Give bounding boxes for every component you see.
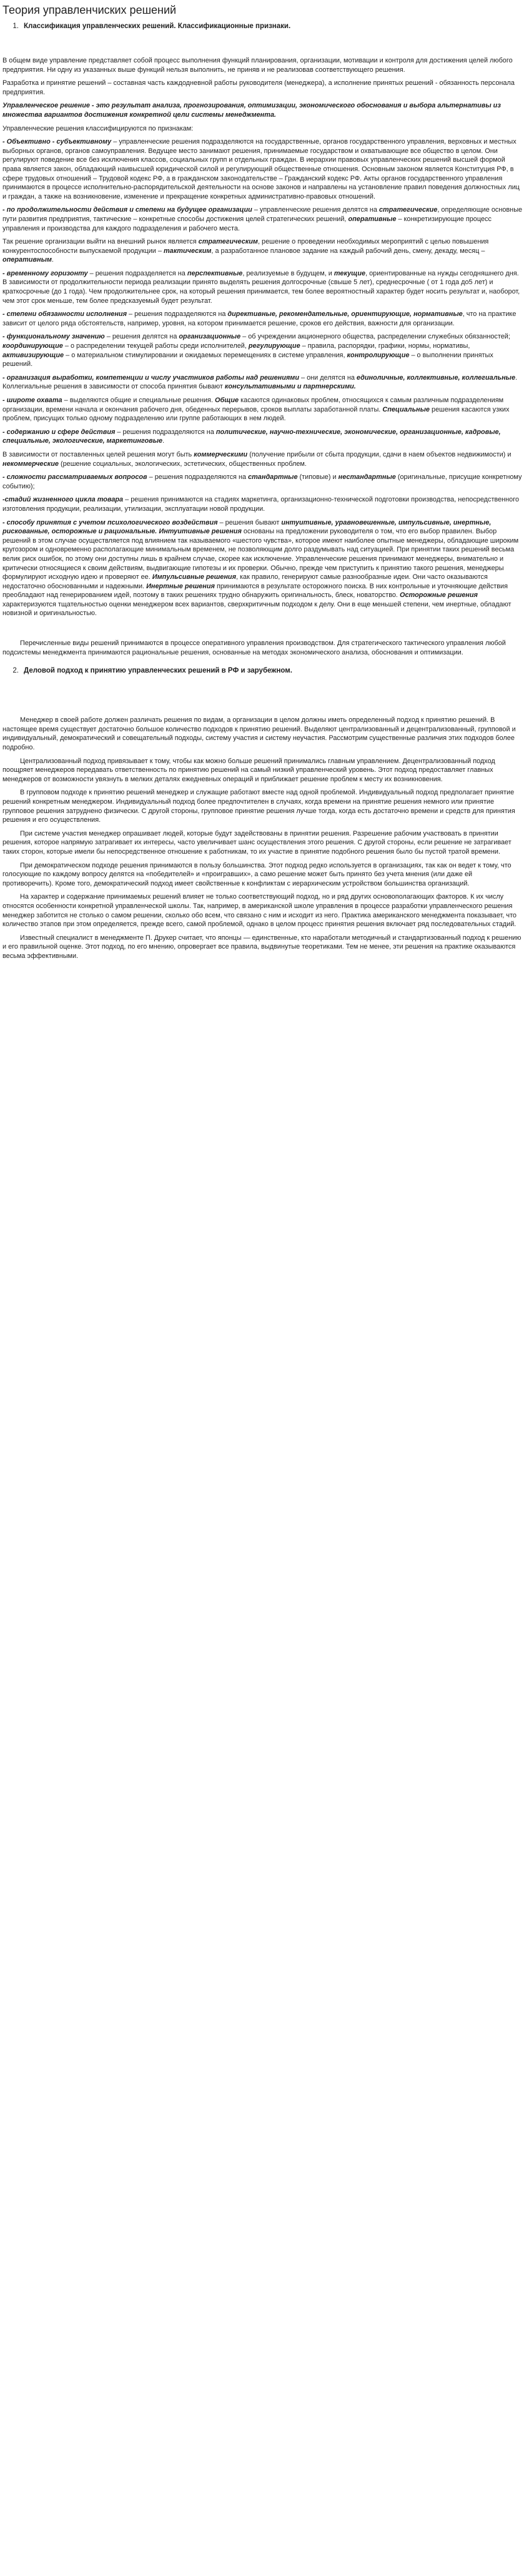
paragraph-text: – решения делятся на <box>104 333 179 341</box>
body-paragraph <box>2 861 523 889</box>
paragraph-text: принимаются в результате осторожного поиска. В них контрольные и уточняющие действия преобладают над генерированием идей, поэтому в таких решениях трудно обнаружить оригинальность, блеск, новаторство. <box>2 582 508 600</box>
body-paragraph <box>2 788 523 824</box>
spacer <box>2 682 523 716</box>
paragraph-text: Перечисленные виды решений принимаются в процессе оперативного управления производством. Для стратегического тактического управления любой подсистемы менеджмента принимаются рациональные решения, основанные на методах экономического анализа, обоснования и оптимизации. <box>2 639 506 656</box>
paragraph-text: . <box>51 256 54 264</box>
emphasis-text: - по продолжительности действия и степени на будущее организации <box>2 206 252 214</box>
emphasis-text: - временному горизонту <box>2 269 88 277</box>
paragraph-text: касаются одинаковых проблем, относящихся к самым различным подразделениям организации, времени начала и окончания рабочего дня, обеденных перерывов, сроков выплаты заработанной платы. <box>2 397 504 413</box>
paragraph-text: , реализуемые в будущем, и <box>242 269 334 277</box>
paragraph-text: решения касаются узких проблем, присущих только одному подразделению или группе работающих в нем людей. <box>2 405 510 423</box>
paragraph-text: При демократическом подходе решения принимаются в пользу большинства. Этот подход редко используется в организациях, так как он ведет к тому, что голосующие по каждому вопросу делятся на «победителей» и «проигравших», а само решение может быть принято без учета мнения (или даже ей противоречить). Кроме того, демократический подход имеет свойственные к конфликтам с иерархическим устройством большинства организаций. <box>2 861 512 887</box>
paragraph-text: – выделяются общие и специальные решения. <box>62 397 215 404</box>
paragraph-text: В общем виде управление представляет собой процесс выполнения функций планирования, организации, мотивации и контроля для достижения целей любого предприятия. Ни одну из указанных выше функций нельзя выполнить, не приняв и не реализовав соответствующего решения. <box>2 57 513 74</box>
body-paragraph <box>2 332 523 368</box>
paragraph-text: – решения подразделяются на <box>127 310 228 318</box>
emphasis-text: активизирующие <box>2 351 64 359</box>
section-title: Деловой подход к принятию управленческих решений в РФ и зарубежном. <box>24 667 292 675</box>
paragraph-text: – решения принимаются на стадиях маркетинга, организационно-технической подготовки производства, непосредственного изготовления продукции, реализации, утилизации, эксплуатации новой продукции. <box>2 496 520 513</box>
paragraph-text: – управленческие решения подразделяются на государственные, органов государственного управления, верховных и местных выборных органов, органов самоуправления. Ведущее место занимают решения, принимаемые государством и охватывающие все общество в целом. Они регулируют поведение все без исключения классов, социальных групп и отдельных граждан. В иерархии правовых управленческих решений высшей формой права является закон, обладающий наивысшей юридической силой и регулирующий общественные отношения. Основным законом является Конституция РФ, в сфере трудовых отношений – Трудовой кодекс РФ, а в гражданском законодательстве – Гражданский кодекс РФ. Акты органов государственного управления принимаются в процессе исполнительно-распорядительской деятельности на основе законов и направлены на установление правил поведения должностных лиц и граждан, а также на возникновение, изменение и прекращение конкретных административно-правовых отношений. <box>2 138 520 200</box>
paragraph-text: Разработка и принятие решений – составная часть каждодневной работы руководителя (менеджера), а исполнение принятых решений - обязанность персонала предприятия. <box>2 79 515 96</box>
paragraph-text: Менеджер в своей работе должен различать решения по видам, а организации в целом должны иметь определенный подход к принятию решений. В настоящее время существует достаточно большое количество подходов к принятию решений. Выделяют централизованный и децентрализованный, групповой и индивидуальный, демократический и совещательный подходы, систему участия и систему неучастия. Рассмотрим существенные различия этих подходов более подробно. <box>2 716 516 752</box>
paragraph-text: характеризуются тщательностью оценки менеджером всех вариантов, сверхкритичным подходом к делу. Они в еще меньшей степени, чем инертные, обладают новизной и оригинальностью. <box>2 600 512 618</box>
emphasis-text: Общие <box>215 397 239 404</box>
emphasis-text: контролирующие <box>347 351 410 359</box>
paragraph-text: (решение социальных, экологических, эстетических, общественных проблем. <box>58 460 307 468</box>
emphasis-text: стратегическим <box>198 238 258 246</box>
emphasis-text: координирующие <box>2 342 63 350</box>
section-number: 2. <box>12 667 19 675</box>
emphasis-text: - способу принятия с учетом психологического воздействия <box>2 518 218 526</box>
emphasis-text: политические, научно-технические, экономические, организационные, кадровые, специальные, экологические, маркетинговые <box>2 428 501 445</box>
body-paragraph <box>2 428 523 446</box>
emphasis-text: коммерческими <box>194 450 248 458</box>
section-title: Классификация управленческих решений. Классификационные признаки. <box>24 22 291 30</box>
emphasis-text: организационные <box>179 333 241 341</box>
paragraph-text: – об учреждении акционерного общества, распределении служебных обязанностей; <box>240 333 510 341</box>
emphasis-text: стратегические <box>379 206 438 214</box>
body-paragraph <box>2 829 523 857</box>
paragraph-text: основаны на предложении руководителя о том, что его выбор правилен. Выбор решений в этом случае осуществляется под влиянием так называемого «шестого чувства», которое имеют наиболее опытные менеджеры, обладающие широким кругозором и одновременно располагающие минимальным временем, не позволяющим долго раздумывать над ситуацией. При принятии таких решений весьма велик риск ошибок, по этому они доступны лишь в крайнем случае, скорее как исключение. Управленческие решения принимают менеджеры, внимательно и критически относящиеся к своим действиям, выдвигающие гипотезы и их проверки. Обычно, прежде чем приступить к принятию такого решения, менеджеры формулируют исходную идею и проверяют ее. <box>2 528 519 581</box>
emphasis-text: регулирующие <box>248 342 300 350</box>
spacer <box>2 37 523 56</box>
emphasis-text: текущие <box>334 269 366 277</box>
paragraph-text: , как правило, генерируют самые разнообразные идеи. Они часто оказываются недостаточно обоснованными и надежными. <box>2 573 488 590</box>
paragraph-text: – решения подразделяется на <box>87 269 187 277</box>
paragraph-text: На характер и содержание принимаемых решений влияет не только соответствующий подход, но и ряд других основополагающих факторов. К их числу относятся особенности конкретной управленческой школы. Так, например, в американской школе управления в процессе разработки управленческого решения менеджер заботится не столько о самом решении, сколько обо всем, что связано с ним и исходит из него. Практика американского менеджмента показывает, что количество этапов при этом определяется, прежде всего, самой проблемой, однако в целом процесс принятия решения включает ряд последовательных стадий. <box>2 893 517 929</box>
emphasis-text: директивные, рекомендательные, ориентирующие, нормативные <box>227 310 463 318</box>
paragraph-text: – они делятся на <box>299 373 357 382</box>
paragraph-text: В групповом подходе к принятию решений менеджер и служащие работают вместе над одной проблемой. Индивидуальный подход предполагает принятие решений конкретным менеджером. Индивидуальный подход более предпочтителен в случаях, когда времени на принятие решения немного или принятие групповое решения затруднено физически. С другой стороны, групповое принятие решения лучше тогда, когда есть достаточно времени и средств для принятия решения и его осуществления. <box>2 789 515 824</box>
emphasis-text: - Объективно - субъективному <box>2 138 112 146</box>
body-paragraph <box>2 137 523 201</box>
section-1-body <box>2 37 523 657</box>
emphasis-text: некоммерческие <box>2 460 59 468</box>
emphasis-text: интуитивные, уравновешенные, импульсивные, инертные, рискованные, осторожные и рациональные. Интуитивные решения <box>2 518 492 536</box>
body-paragraph <box>2 716 523 752</box>
emphasis-text: оперативные <box>348 215 397 223</box>
paragraph-text: – решения бывают <box>217 518 282 526</box>
paragraph-text: – о материальном стимулировании и ожидаемых перемещениях в системе управления, <box>64 351 347 359</box>
emphasis-text: Инертные решения <box>146 582 215 590</box>
emphasis-text: перспективные <box>187 269 243 277</box>
emphasis-text: Импульсивные решения <box>152 573 236 581</box>
body-paragraph <box>2 124 523 134</box>
paragraph-text: , определяющие основные пути развития предприятия, тактические – конкретные способы достижения целей стратегических решений, <box>2 206 523 223</box>
paragraph-text: , что на практике зависит от целого ряда обстоятельств, например, уровня, на котором принимается решение, сроков его действия, важности для организации. <box>2 310 517 327</box>
paragraph-text: – управленческие решения делятся на <box>252 206 379 214</box>
paragraph-text: Известный специалист в менеджменте П. Друкер считает, что японцы — единственные, кто наработали методичный и стандартизованный подход к решению и его правильной оценке. Этот подход, по его мнению, опровергает все правила, выдвинутые теоретиками. Тем не менее, эти решения на практике оказываются весьма эффективными. <box>2 934 522 960</box>
paragraph-text: – правила, распорядки, графики, нормы, нормативы, <box>300 342 470 350</box>
body-paragraph <box>2 205 523 233</box>
emphasis-text: -стадий жизненного цикла товара <box>2 496 124 504</box>
emphasis-text: - широте охвата <box>2 397 62 404</box>
emphasis-text: Специальные <box>382 405 430 413</box>
emphasis-text: нестандартные <box>338 473 396 481</box>
paragraph-text: В зависимости от поставленных целей решения могут быть <box>2 450 194 458</box>
document-page <box>0 0 529 961</box>
section-2-body <box>2 682 523 960</box>
emphasis-text: консультативными и партнерскими. <box>224 383 356 391</box>
paragraph-text: , решение о проведении необходимых мероприятий с целью повышения конкурентоспособности выпускаемой продукции – <box>2 238 489 255</box>
body-paragraph <box>2 79 523 97</box>
body-paragraph <box>2 757 523 784</box>
section-number: 1. <box>12 22 19 30</box>
paragraph-text: (получение прибыли от сбыта продукции, сдачи в наем объектов недвижимости) и <box>247 450 512 458</box>
body-paragraph <box>2 396 523 423</box>
emphasis-text: - содержанию и сфере действия <box>2 428 116 436</box>
paragraph-text: – о выполнении принятых решений. <box>2 351 493 368</box>
paragraph-text: , ориентированные на нужды сегодняшнего дня. В зависимости от продолжительности периода реализации принято выделять решения долгосрочные (свыше 5 лет), среднесрочные ( от 1 года до5 лет) и краткосрочные (до 1 года). Чем продолжительнее срок, на который решения принимается, тем более вероятностный характер будет носить результат и, наоборот, чем этот срок меньше, тем более предсказуемый будет результат. <box>2 269 520 305</box>
emphasis-text: Управленческое решение - это результат анализа, прогнозирования, оптимизации, экономического обоснования и выбора альтернативы из множества вариантов достижения конкретной цели системы менеджмента. <box>2 102 501 119</box>
section-heading-1 <box>2 21 523 31</box>
emphasis-text: оперативным <box>2 256 52 264</box>
body-paragraph <box>2 518 523 619</box>
paragraph-text: (оригинальные, присущие конкретному событию); <box>2 473 522 490</box>
paragraph-text: Управленческие решения классифицируются по признакам: <box>2 124 194 132</box>
emphasis-text: - сложности рассматриваемых вопросов <box>2 473 147 481</box>
emphasis-text: стандартные <box>248 473 298 481</box>
body-paragraph <box>2 101 523 119</box>
document-title: Теория управленчиских решений <box>2 4 177 16</box>
paragraph-text: – решения подразделяются на <box>115 428 216 436</box>
body-paragraph <box>2 934 523 961</box>
paragraph-text: (типовые) и <box>297 473 339 481</box>
body-paragraph <box>2 237 523 265</box>
emphasis-text: - функциональному значению <box>2 333 105 341</box>
body-paragraph <box>2 892 523 929</box>
paragraph-text: . <box>162 437 165 445</box>
spacer <box>2 623 523 639</box>
body-paragraph <box>2 495 523 513</box>
paragraph-text: – конкретизирующие процесс управления и производства для каждого подразделения и рабочего места. <box>2 215 492 232</box>
emphasis-text: - организация выработки, компетенции и числу участников работы над решениями <box>2 373 299 382</box>
paragraph-text: . Коллегиальные решения в зависимости от способа принятия бывают <box>2 373 518 391</box>
emphasis-text: тактическим <box>164 247 212 255</box>
body-paragraph <box>2 450 523 468</box>
section-heading-2 <box>2 666 523 676</box>
body-paragraph <box>2 639 523 657</box>
paragraph-text: – о распределении текущей работы среди исполнителей, <box>62 342 249 350</box>
paragraph-text: , а разработанное плановое задание на каждый рабочий день, смену, декаду, месяц – <box>211 247 485 255</box>
body-paragraph <box>2 373 523 392</box>
body-paragraph <box>2 269 523 305</box>
emphasis-text: единоличные, коллективные, коллегиальные <box>356 373 516 382</box>
paragraph-text: Централизованный подход привязывает к тому, чтобы как можно больше решений принимались главным управлением. Децентрализованный подход поощряет менеджеров передавать ответственность по принятию решений на самый низкий управленческий уровень. Этот подход предоставляет главных менеджеров от возможности увязнуть в мелких деталях ежедневных операций и приближает решение проблем к месту их возникновения. <box>2 757 495 783</box>
paragraph-text: – решения подразделяются на <box>147 473 249 481</box>
paragraph-text: При системе участия менеджер опрашивает людей, которые будут задействованы в принятии решения. Разрешение рабочим участвовать в принятии решения, которое напрямую затрагивает их интересы, часто увеличивает шанс осуществления этого решения. С другой стороны, если решение не затрагивает таких сторон, которые имели бы непосредственное отношение к работникам, то их участие в принятие подобного решения было бы пустой тратой времени. <box>2 829 512 856</box>
body-paragraph <box>2 473 523 491</box>
paragraph-text: Так решение организации выйти на внешний рынок является <box>2 238 199 246</box>
body-paragraph <box>2 56 523 74</box>
emphasis-text: - степени обязанности исполнения <box>2 310 127 318</box>
emphasis-text: Осторожные решения <box>400 591 478 600</box>
body-paragraph <box>2 310 523 328</box>
